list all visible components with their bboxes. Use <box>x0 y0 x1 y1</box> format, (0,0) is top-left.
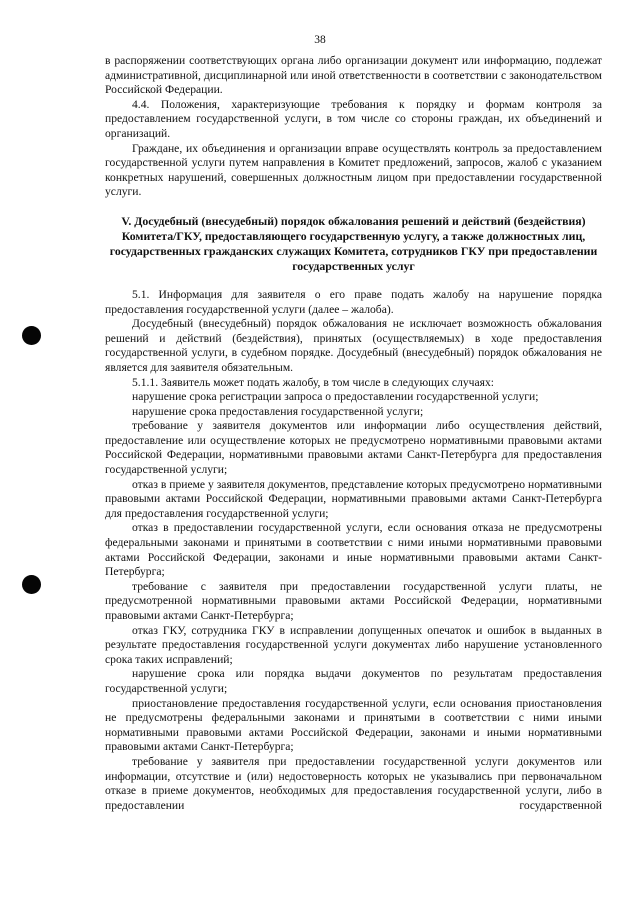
list-item: нарушение срока предоставления государственной услуги; <box>132 404 424 418</box>
list-item: требование с заявителя при предоставлении государственной услуги платы, не предусмотренной нормативными правовыми актами Российской Федерации, нормативными правовыми актами Санкт-Петербурга; <box>105 579 602 622</box>
list-item: отказ в предоставлении государственной услуги, если основания отказа не предусмотрены федеральными законами и принятыми в соответствии с ними иными нормативными правовыми актами Российской Федерации, законами и иные нормативными правовыми актами Санкт-Петербурга; <box>105 521 602 579</box>
paragraph: в распоряжении соответствующих органа либо организации документ или информацию, подлежат административной, дисциплинарной или иной ответственности в соответствии с законодательством Российской Федерации. <box>105 54 602 97</box>
list-item: требование у заявителя документов или информации либо осуществления действий, предоставление или осуществление которых не предусмотрено нормативными правовыми актами Российской Федерации, нормативными правовыми актами Санкт-Петербурга для предоставления государственной услуги; <box>105 419 602 477</box>
paragraph: 4.4. Положения, характеризующие требования к порядку и формам контроля за предоставлением государственной услуги, в том числе со стороны граждан, их объединений и организаций. <box>105 97 602 140</box>
paragraph: 5.1. Информация для заявителя о его праве подать жалобу на нарушение порядка предоставления государственной услуги (далее – жалоба). <box>105 287 602 316</box>
list-item: отказ в приеме у заявителя документов, представление которых предусмотрено нормативными правовыми актами Российской Федерации, нормативными правовыми актами Санкт-Петербурга для предоставления государственной услуги; <box>105 477 602 520</box>
punch-hole-bottom <box>22 575 41 594</box>
paragraph: 5.1.1. Заявитель может подать жалобу, в том числе в следующих случаях: <box>132 375 494 389</box>
list-item: отказ ГКУ, сотрудника ГКУ в исправлении допущенных опечаток и ошибок в выданных в результате предоставления государственной услуги документах либо нарушение установленного срока таких исправлений; <box>105 623 602 666</box>
list-item: приостановление предоставления государственной услуги, если основания приостановления не предусмотрены федеральными законами и принятыми в соответствии с ними иными нормативными правовыми актами Российской Федерации, законами и иными нормативными правовыми актами Санкт-Петербурга; <box>105 696 602 754</box>
list-item: нарушение срока регистрации запроса о предоставлении государственной услуги; <box>132 390 539 404</box>
paragraph: Досудебный (внесудебный) порядок обжалования не исключает возможность обжалования решений и действий (бездействия), принятых (осуществляемых) в ходе предоставления государственной услуги, в судебном порядке. Досудебный (внесудебный) порядок обжалования не является для заявителя обязательным. <box>105 317 602 374</box>
section-heading: V. Досудебный (внесудебный) порядок обжалования решений и действий (бездействия) Комитета/ГКУ, предоставляющего государственную услугу, а также должностных лиц, государственных гражданских служащих Комитета, сотрудников ГКУ при предоставлении государственных услуг <box>109 213 598 273</box>
punch-hole-top <box>22 326 41 345</box>
list-item: нарушение срока или порядка выдачи документов по результатам предоставления государственной услуги; <box>105 667 602 695</box>
list-item: требование у заявителя при предоставлении государственной услуги документов или информации, отсутствие и (или) недостоверность которых не указывались при первоначальном отказе в приеме документов, необходимых для предоставления государственной услуги, либо в предоставлении государственной <box>105 754 602 812</box>
page-number: 38 <box>314 34 326 46</box>
paragraph: Граждане, их объединения и организации вправе осуществлять контроль за предоставлением государственной услуги путем направления в Комитет предложений, запросов, жалоб с указанием конкретных нарушений, совершенных должностным лицом при предоставлении государственной услуги. <box>105 141 602 199</box>
document-body <box>105 54 602 813</box>
